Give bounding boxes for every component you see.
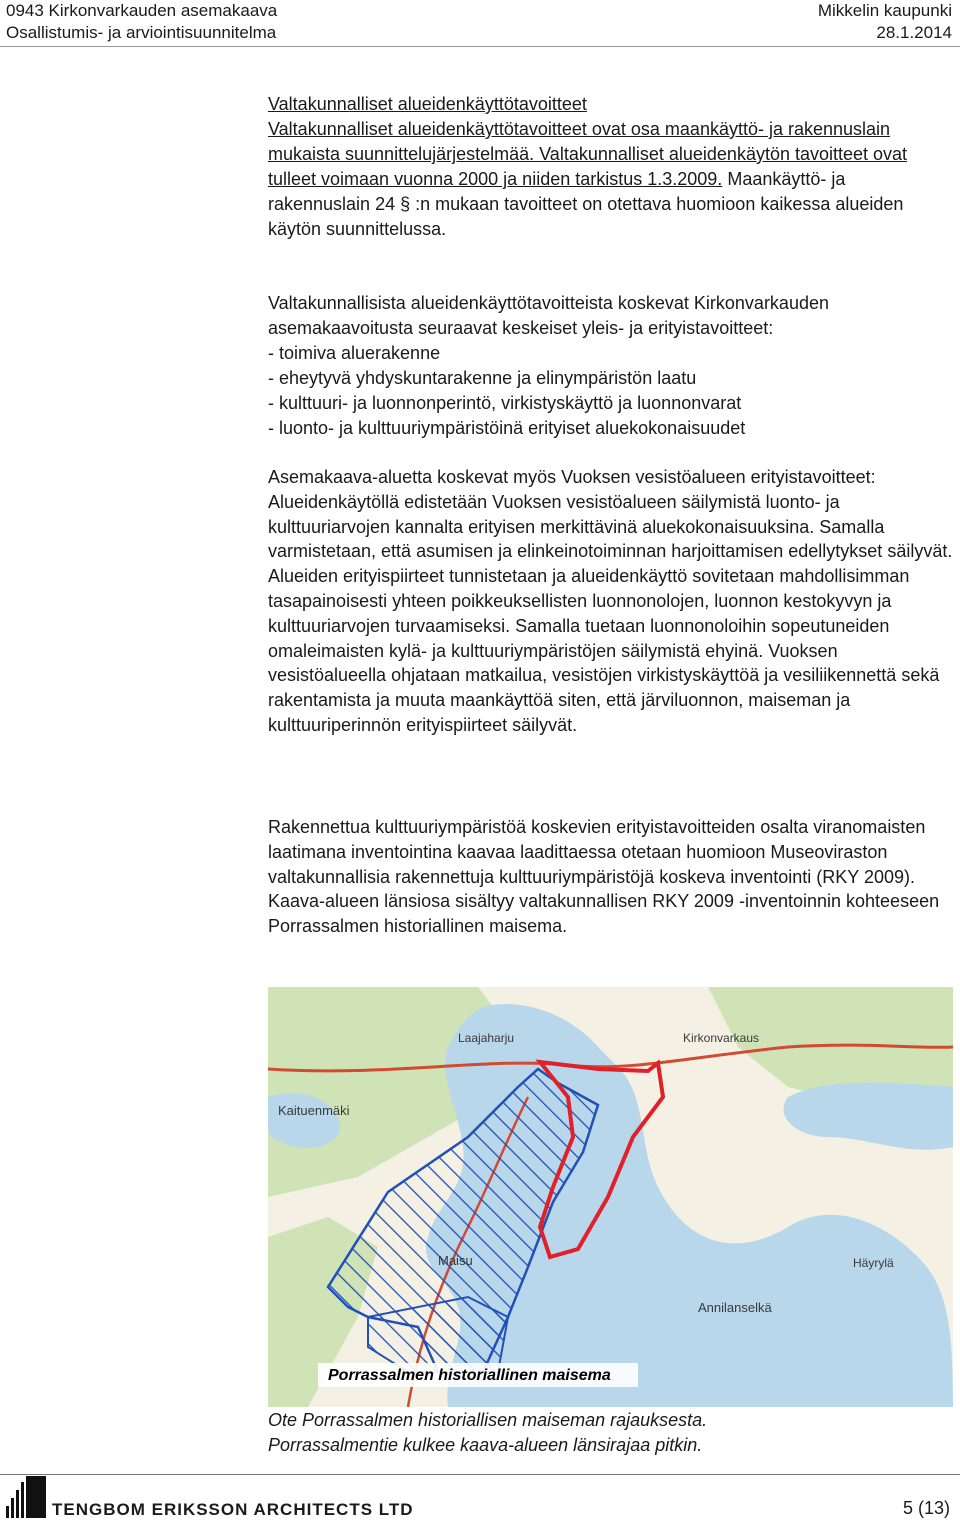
logo-icon (4, 1476, 48, 1520)
company-name: TENGBOM ERIKSSON ARCHITECTS LTD (52, 1500, 414, 1519)
caption-line: Porrassalmentie kulkee kaava-alueen länsirajaa pitkin. (268, 1435, 703, 1455)
goal-item: - kulttuuri- ja luonnonperintö, virkistyskäyttö ja luonnonvarat (268, 393, 742, 413)
map-label: Annilanselkä (698, 1300, 772, 1315)
section-intro: Valtakunnallisista alueidenkäyttötavoitteista koskevat Kirkonvarkauden asemakaavoitusta seuraavat keskeiset yleis- ja erityistavoitteet: (268, 293, 829, 338)
map-label: Kirkonvarkaus (683, 1031, 760, 1045)
page-number: 5 (13) (902, 1498, 950, 1518)
footer-divider (0, 1474, 960, 1475)
document-title: 0943 Kirkonvarkauden asemakaava (6, 1, 278, 20)
document-subtitle: Osallistumis- ja arviointisuunnitelma (6, 23, 277, 42)
map-label: Laajaharju (458, 1031, 515, 1045)
company-logo (4, 1476, 48, 1525)
paragraph-text: Maankäyttö- ja rakennuslain 24 § :n mukaan tavoitteet on otettava huomioon kaikessa alueiden käytön suunnittelussa. (268, 169, 904, 239)
goal-item: - toimiva aluerakenne (268, 343, 441, 363)
section-intro: Asemakaava-aluetta koskevat myös Vuoksen vesistöalueen erityistavoitteet: (268, 467, 876, 487)
page-header-right (818, 0, 952, 44)
map-banner-label: Porrassalmen historiallinen maisema (328, 1367, 611, 1384)
map-label: Maisu (438, 1253, 473, 1268)
header-divider (0, 46, 960, 47)
section-vuoksi-goals (268, 465, 958, 738)
section-paragraph: Rakennettua kulttuuriympäristöä koskevien erityistavoitteiden osalta viranomaisten laatimana inventointina kaavaa laadittaessa otetaan huomioon Museoviraston valtakunnallisia rakennettuja kulttuuriympäristöjä koskeva inventointi (RKY 2009). Kaava-alueen länsiosa sisältyy valtakunnallisen RKY 2009 -inventoinnin kohteeseen Porrassalmen historiallinen maisema. (268, 817, 940, 937)
page-header-left (6, 0, 277, 44)
section-paragraph (268, 117, 948, 242)
goal-item: - eheytyvä yhdyskuntarakenne ja elinympäristön laatu (268, 368, 697, 388)
caption-line: Ote Porrassalmen historiallisen maiseman rajauksesta. (268, 1410, 708, 1430)
underlined-text: Valtakunnalliset alueidenkäyttötavoitteet ovat osa maankäyttö- ja rakennuslain mukaista suunnittelujärjestelmää. Valtakunnalliset alueidenkäytön tavoitteet ovat tulleet voimaan vuonna 2000 ja niiden tarkistus 1.3.2009. (268, 119, 908, 189)
section-built-heritage (268, 815, 958, 939)
document-date: 28.1.2014 (876, 23, 952, 42)
map-label: Kaituenmäki (278, 1103, 350, 1118)
organization-name: Mikkelin kaupunki (817, 1, 952, 20)
section-paragraph: Alueidenkäytöllä edistetään Vuoksen vesistöalueen säilymistä luonto- ja kulttuuriarvojen kannalta erityisen merkittävinä aluekokonaisuuksina. Samalla varmistetaan, että asumisen ja elinkeinotoiminnan harjoittamisen edellytykset säilyvät. Alueiden erityispiirteet tunnistetaan ja alueidenkäyttö sovitetaan mahdollisimman tasapainoisesti yhteen poikkeuksellisten luonnonolojen, luonnon kestokyvyn ja kulttuuriarvojen turvaamiseksi. Samalla tuetaan luonnonoloihin sopeutuneiden omaleimaisten kylä- ja kulttuuriympäristöjen säilymistä ehyinä. Vuoksen vesistöalueella ohjataan matkailua, vesistöjen virkistyskäyttöä ja vesiliikennettä sekä rakentamista ja muuta maankäyttöä siten, että järviluonnon, maiseman ja kulttuuriperinnön erityispiirteet säilyvät. (268, 491, 953, 735)
goal-item: - luonto- ja kulttuuriympäristöinä erityiset aluekokonaisuudet (268, 418, 746, 438)
map-excerpt (268, 987, 953, 1407)
porrassalmi-map (268, 987, 953, 1407)
section-heading: Valtakunnalliset alueidenkäyttötavoitteet (268, 94, 587, 114)
map-label: Häyrylä (853, 1256, 894, 1270)
section-key-goals (268, 291, 948, 441)
figure-caption (268, 1408, 707, 1458)
section-national-goals (268, 92, 948, 242)
